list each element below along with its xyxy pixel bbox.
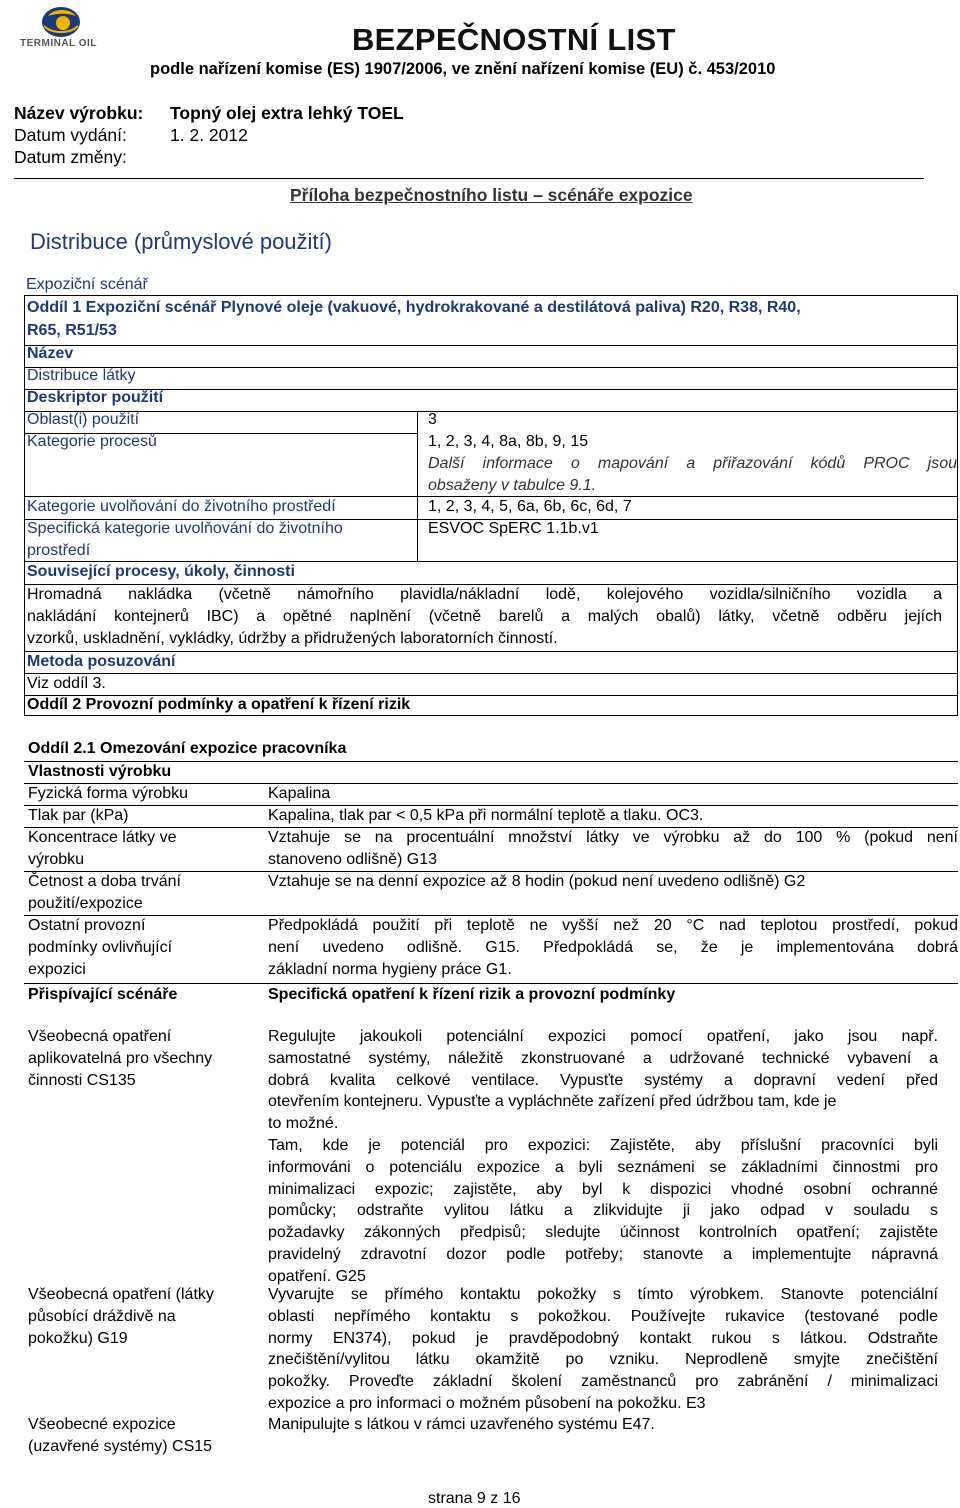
change-date-label: Datum změny: — [14, 147, 127, 167]
processes-label: Související procesy, úkoly, činnosti — [27, 563, 295, 580]
property-value: Vztahuje se na procentuální množství látky ve výrobku až do 100 % (pokud není — [268, 829, 958, 846]
row-divider — [24, 983, 958, 984]
row-divider — [24, 805, 958, 806]
property-value: Kapalina — [268, 785, 331, 802]
change-date-row — [14, 147, 127, 168]
scenario-measure: pravidelný zdravotní dozor podle potřeby; stanovte a implementujte nápravná — [268, 1246, 938, 1263]
processes-line1: Hromadná nakládka (včetně námořního plavidla/nákladní lodě, kolejového vozidla/silničního vozidla a — [27, 586, 942, 603]
property-value: stanoveno odlišně) G13 — [268, 851, 437, 869]
sperc-label-line1: Specifická kategorie uvolňování do životního — [27, 520, 343, 537]
method-value: Viz oddíl 3. — [27, 675, 106, 692]
scenario-label: působící dráždivě na — [28, 1308, 176, 1326]
logo-text: TERMINAL OIL — [20, 38, 97, 49]
row-divider — [24, 827, 958, 828]
property-value: Vztahuje se na denní expozice až 8 hodin (pokud není uvedeno odlišně) G2 — [268, 873, 806, 890]
row-divider — [24, 915, 958, 916]
proc-label: Kategorie procesů — [27, 433, 157, 450]
property-value: Kapalina, tlak par < 0,5 kPa při normální teplotě a tlaku. OC3. — [268, 807, 704, 824]
property-label: Tlak par (kPa) — [28, 807, 129, 824]
scenario-measure: požadavky zákonných předpisů; sledujte účinnost kontrolních opatření; zajistěte — [268, 1224, 938, 1242]
scenario-measure: to možné. — [268, 1115, 339, 1133]
document-subtitle: podle nařízení komise (ES) 1907/2006, ve znění nařízení komise (EU) č. 453/2010 — [150, 60, 776, 78]
sperc-value: ESVOC SpERC 1.1b.v1 — [428, 520, 599, 537]
product-name-value: Topný olej extra lehký TOEL — [170, 103, 404, 123]
scenario-measure: Manipulujte s látkou v rámci uzavřeného systému E47. — [268, 1416, 655, 1433]
property-label: Koncentrace látky ve — [28, 829, 177, 846]
row-divider — [24, 871, 958, 872]
property-label: Četnost a doba trvání — [28, 873, 181, 890]
contributing-value: Specifická opatření k řízení rizik a provozní podmínky — [268, 986, 676, 1003]
erc-value: 1, 2, 3, 4, 5, 6a, 6b, 6c, 6d, 7 — [428, 498, 632, 515]
erc-label: Kategorie uvolňování do životního prostředí — [27, 498, 336, 515]
scenario-measure: samostatné systémy, náležitě zkonstruované a udržované technické vybavení a — [268, 1049, 938, 1067]
product-name-label: Název výrobku: — [14, 103, 144, 123]
property-label: použití/expozice — [28, 895, 143, 913]
property-label: podmínky ovlivňující — [28, 939, 173, 957]
name-label: Název — [27, 345, 74, 362]
sperc-label-line2: prostředí — [27, 542, 91, 559]
scenario-measure: znečištění/vylitou látku okamžitě po vzniku. Neprodleně smyjte znečištění — [268, 1351, 938, 1369]
property-label: expozici — [28, 961, 86, 979]
scenario-measure: otevřením kontejneru. Vypusťte a vypláchněte zařízení před údržbou tam, kde je — [268, 1093, 837, 1111]
divider — [24, 761, 958, 762]
scenario-measure: opatření. G25 — [268, 1267, 366, 1285]
property-value: Předpokládá použití při teplotě ne vyšší než 20 °C nad teplotou prostředí, pokud — [268, 917, 958, 934]
method-label: Metoda posuzování — [27, 653, 176, 670]
scenario-measure: Vyvarujte se přímého kontaktu pokožky s tímto výrobkem. Stanovte potenciální — [268, 1286, 938, 1303]
section1-title-line2: R65, R51/53 — [27, 322, 117, 339]
scenario-label: Všeobecné expozice — [28, 1416, 176, 1433]
scenario-measure: Tam, kde je potenciál pro expozici: Zajistěte, aby příslušní pracovníci byli — [268, 1137, 938, 1154]
scenario-label: Všeobecná opatření — [28, 1028, 172, 1045]
section21-title: Oddíl 2.1 Omezování expozice pracovníka — [28, 740, 347, 757]
scenario-measure: dobrá kvalita celkové ventilace. Vypusťte systémy a dopravní vedení před — [268, 1071, 938, 1089]
property-value: není uvedeno odlišně. G15. Předpokládá se, že je implementována dobrá — [268, 939, 958, 957]
product-props-label: Vlastnosti výrobku — [28, 763, 172, 780]
descriptor-label: Deskriptor použití — [27, 389, 164, 406]
proc-note-line1: Další informace o mapování a přiřazování kódů PROC jsou — [428, 455, 957, 472]
sector-value: 3 — [428, 411, 437, 428]
scenario-measure: minimalizaci expozic; zajistěte, aby byl k dispozici vhodné osobní ochranné — [268, 1180, 938, 1198]
header-divider — [14, 178, 924, 179]
issue-date-label: Datum vydání: — [14, 125, 127, 145]
divider — [24, 783, 958, 784]
issue-date-value: 1. 2. 2012 — [170, 125, 248, 145]
distribution-title: Distribuce (průmyslové použití) — [30, 229, 332, 254]
processes-line2: nakládání kontejnerů IBC) a opětné naplnění (včetně barelů a malých obalů) látky, včetně odběru jejích — [27, 608, 942, 625]
scenario-measure: expozice a pro informaci o možném působení na pokožku. E3 — [268, 1395, 706, 1412]
section2-title: Oddíl 2 Provozní podmínky a opatření k řízení rizik — [27, 696, 411, 713]
sector-label: Oblast(i) použití — [27, 411, 140, 428]
scenario-label: pokožku) G19 — [28, 1330, 128, 1348]
name-value: Distribuce látky — [27, 367, 136, 384]
proc-value: 1, 2, 3, 4, 8a, 8b, 9, 15 — [428, 433, 589, 450]
scenario-measure: normy EN374), pokud je pravděpodobný kontakt rukou s látkou. Odstraňte — [268, 1329, 938, 1347]
product-name-row — [14, 103, 404, 124]
scenario-measure: pomůcky; odstraňte vylitou látku a zlikvidujte ji jako odpad v souladu s — [268, 1202, 938, 1220]
scenario-measure: pokožky. Proveďte základní školení zaměstnanců pro zabránění / minimalizaci — [268, 1373, 938, 1391]
annex-title: Příloha bezpečnostního listu – scénáře expozice — [290, 185, 693, 205]
page-number: strana 9 z 16 — [428, 1490, 521, 1507]
scenario-label: aplikovatelná pro všechny — [28, 1050, 213, 1068]
property-label: Fyzická forma výrobku — [28, 785, 189, 802]
scenario-measure: oblasti nepřímého kontaktu s pokožkou. Používejte rukavice (testované podle — [268, 1307, 938, 1325]
document-title: BEZPEČNOSTNÍ LIST — [352, 22, 676, 57]
scenario-measure: Regulujte jakoukoli potenciální expozici pomocí opatření, jako jsou např. — [268, 1028, 938, 1045]
contributing-label: Přispívající scénáře — [28, 986, 178, 1003]
scenario-label: činnosti CS135 — [28, 1072, 136, 1090]
property-value: základní norma hygieny práce G1. — [268, 961, 512, 979]
proc-note-line2: obsaženy v tabulce 9.1. — [428, 477, 597, 494]
scenario-measure: informováni o potenciálu expozice a byli seznámeni se základními činnostmi pro — [268, 1158, 938, 1176]
section1-title-line1: Oddíl 1 Expoziční scénář Plynové oleje (vakuové, hydrokrakované a destilátová paliva) R20, R38, R40, — [27, 299, 801, 316]
issue-date-row — [14, 125, 248, 146]
property-label: výrobku — [28, 851, 85, 869]
property-label: Ostatní provozní — [28, 917, 146, 934]
processes-line3: vzorků, uskladnění, vykládky, údržby a přidružených laboratorních činností. — [27, 630, 558, 647]
exposure-scenario-label: Expoziční scénář — [26, 276, 148, 293]
scenario-label: Všeobecná opatření (látky — [28, 1286, 214, 1303]
scenario-label: (uzavřené systémy) CS15 — [28, 1438, 213, 1456]
